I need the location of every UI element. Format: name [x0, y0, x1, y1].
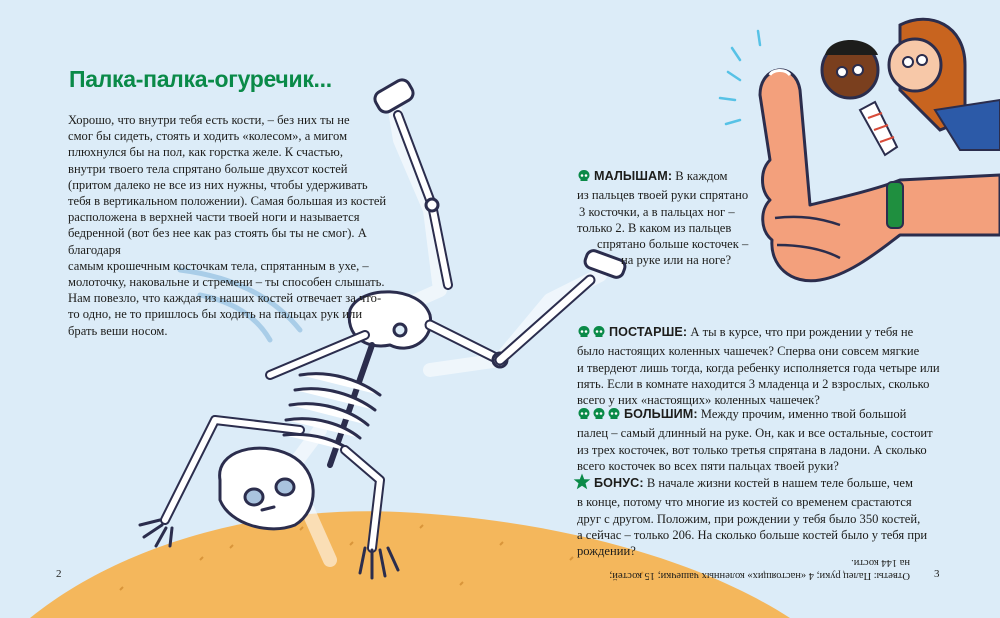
page-title: Палка-палка-огуречик... [69, 66, 332, 92]
answer-line: на 144 кости. [851, 557, 910, 568]
question-older-line: и твердеют лишь тогда, когда ребенку исполняется года четыре или [577, 360, 940, 375]
intro-line: плюхнулся бы на пол, как горстка желе. К счастью, [68, 145, 343, 160]
intro-paragraph [68, 112, 398, 339]
intro-line: то одно, не то пришлось бы ходить на пальцах рук или [68, 307, 363, 322]
question-bonus-line: друг с другом. Положим, при рождении у тебя было 350 костей, [577, 511, 921, 526]
intro-line: молоточку, наковальне и стремени – ты способен слышать. [68, 275, 385, 290]
question-adults-line: Между прочим, именно твой большой [700, 407, 907, 421]
skull-icon [577, 407, 622, 425]
intro-line: самым крошечным косточкам тела, спрятанным в ухе, – [68, 258, 369, 273]
question-kids-line: только 2. В каком из пальцев [577, 220, 732, 235]
intro-line: внутри твоего тела спрятано больше двухсот костей [68, 161, 348, 176]
question-adults-line: палец – самый длинный на руке. Он, как и все остальные, состоит [577, 426, 933, 441]
question-bonus-line: В начале жизни костей в нашем теле больше, чем [646, 476, 913, 490]
page-number-right: 3 [934, 568, 940, 580]
question-bonus [573, 473, 953, 559]
question-adults [577, 406, 947, 474]
intro-line: тебя в вертикальном положении). Самая большая из костей [68, 194, 387, 209]
question-older-line: А ты в курсе, что при рождении у тебя не [690, 325, 914, 339]
skull-icon [577, 169, 592, 187]
question-kids-line: В каждом [675, 169, 728, 183]
question-older-label: ПОСТАРШЕ: [609, 325, 688, 339]
intro-line: (притом далеко не все из них нужны, чтобы удерживать [68, 177, 368, 192]
question-older-line: всего у них «настоящих» коленных чашечек? [577, 393, 820, 408]
question-kids [577, 168, 772, 269]
star-icon [573, 473, 592, 494]
page-number-left: 2 [56, 568, 62, 580]
intro-line: брать веши носом. [68, 323, 168, 338]
question-older-line: пять. Если в комнате находится 3 младенца и 2 взрослых, сколько [577, 376, 930, 391]
question-kids-label: МАЛЫШАМ: [594, 169, 673, 183]
intro-line: Хорошо, что внутри тебя есть кости, – без них ты не [68, 113, 350, 127]
intro-line: смог бы сидеть, стоять и ходить «колесом», а мигом [68, 129, 348, 144]
answer-line: Ответы: Палец руки; 4 «настоящих» коленных чашечки; 15 костей; [609, 570, 910, 581]
question-adults-label: БОЛЬШИМ: [624, 407, 698, 421]
question-kids-line: 3 косточки, а в пальцах ног – [579, 204, 735, 219]
question-bonus-line: а сейчас – только 206. На сколько больше костей было у тебя при [577, 527, 928, 542]
intro-line: расположена в верхней части твоей ноги и называется [68, 210, 360, 225]
question-kids-line: спрятано больше косточек – [597, 237, 749, 252]
question-bonus-label: БОНУС: [594, 476, 644, 490]
question-adults-line: из трех косточек, вот только третья спрятана в ладони. А сколько [577, 442, 927, 457]
question-older [577, 324, 947, 408]
question-bonus-line: в конце, потому что многие из костей со временем срастаются [577, 495, 912, 510]
question-kids-line: из пальцев твоей руки спрятано [577, 188, 749, 203]
question-bonus-line: рождении? [577, 544, 636, 559]
skull-icon [577, 325, 607, 343]
intro-line: бедренной (вот без нее как раз стоять бы ты не смог). А благодаря [68, 226, 367, 257]
question-adults-line: всего косточек во всех пяти пальцах твоей руки? [577, 458, 839, 473]
upside-down-answers [560, 552, 910, 582]
intro-line: Нам повезло, что каждая из наших костей отвечает за что- [68, 291, 382, 306]
question-older-line: было настоящих коленных чашечек? Сперва они совсем мягкие [577, 344, 920, 359]
question-kids-line: на руке или на ноге? [621, 253, 732, 268]
